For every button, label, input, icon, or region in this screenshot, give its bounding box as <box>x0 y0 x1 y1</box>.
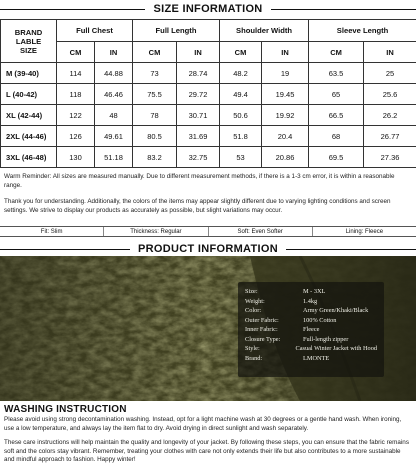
spec-value: Casual Winter Jacket with Hood <box>295 345 377 352</box>
size-info-header <box>0 1 416 17</box>
care-note-text: These care instructions will help maintain the quality and longevity of your jacket. By following these steps, you can ensure that the fabric remains soft and the colors stay vibrant. Remember, treating your clothes with care not only extends their life but also contributes to a more sustainable and mindful approach to fashion. Happy winter! <box>4 439 409 464</box>
product-info-header <box>0 243 416 255</box>
size-label: 2XL (44-46) <box>1 126 57 147</box>
spec-row-closure <box>245 335 377 345</box>
product-spec-box <box>238 282 384 377</box>
size-info-title: SIZE INFORMATION <box>153 3 263 15</box>
spec-lining: Lining: Fleece <box>345 228 384 235</box>
table-cell: 114 <box>57 63 95 84</box>
table-cell: 66.5 <box>309 105 364 126</box>
table-cell: 53 <box>220 147 262 168</box>
table-cell: 49.4 <box>220 84 262 105</box>
spec-row-size <box>245 287 377 297</box>
spec-bar <box>0 226 416 237</box>
color-disclaimer-text: Thank you for understanding. Additionally, the colors of the items may appear slightly different due to varying lighting conditions and screen settings. We strive to display our products as accurately as possible, but slight variations may occur. <box>4 198 391 214</box>
spec-row-color <box>245 306 377 316</box>
table-cell: 130 <box>57 147 95 168</box>
table-cell: 26.2 <box>364 105 416 126</box>
table-cell: 73 <box>133 63 177 84</box>
table-cell: 20.86 <box>262 147 309 168</box>
table-cell: 44.88 <box>95 63 133 84</box>
table-cell: 78 <box>133 105 177 126</box>
product-photo <box>0 256 416 401</box>
spec-row-weight <box>245 297 377 307</box>
table-cell: 32.75 <box>177 147 220 168</box>
unit-header: CM <box>309 42 364 63</box>
table-cell: 51.8 <box>220 126 262 147</box>
table-cell: 49.61 <box>95 126 133 147</box>
table-cell: 31.69 <box>177 126 220 147</box>
table-cell: 48.2 <box>220 63 262 84</box>
washing-instruction-section <box>4 416 412 465</box>
spec-key: Closure Type: <box>245 335 281 343</box>
table-cell: 65 <box>309 84 364 105</box>
table-cell: 25.6 <box>364 84 416 105</box>
table-cell: 28.74 <box>177 63 220 84</box>
table-cell: 75.5 <box>133 84 177 105</box>
spec-key: Color: <box>245 307 262 314</box>
table-cell: 69.5 <box>309 147 364 168</box>
spec-key: Style: <box>245 345 260 352</box>
table-row <box>1 84 416 105</box>
spec-row-brand <box>245 354 377 364</box>
table-cell: 68 <box>309 126 364 147</box>
spec-key: Weight: <box>245 297 265 305</box>
spec-value: Fleece <box>303 326 320 333</box>
table-cell: 63.5 <box>309 63 364 84</box>
table-cell: 29.72 <box>177 84 220 105</box>
group-header-full-length: Full Length <box>133 20 220 42</box>
spec-fit: Fit: Slim <box>0 227 104 236</box>
brand-header-line-2: LABLE <box>15 36 42 46</box>
table-cell: 46.46 <box>95 84 133 105</box>
title-rule-left <box>0 9 145 10</box>
washing-instruction-title: WASHING INSTRUCTION <box>4 404 127 415</box>
table-cell: 50.6 <box>220 105 262 126</box>
table-cell: 19.92 <box>262 105 309 126</box>
group-header-sleeve-length: Sleeve Length <box>309 20 416 42</box>
warm-reminder-text: Warm Reminder: All sizes are measured manually. Due to different measurement methods, if there is a 1-3 cm error, it is within a reasonable range. <box>4 173 395 189</box>
spec-row-inner-fabric <box>245 325 377 335</box>
group-header-shoulder-width: Shoulder Width <box>220 20 309 42</box>
spec-key: Brand: <box>245 354 263 362</box>
brand-header-line-3: SIZE <box>20 45 37 55</box>
unit-header: CM <box>57 42 95 63</box>
table-cell: 30.71 <box>177 105 220 126</box>
spec-key: Size: <box>245 288 258 295</box>
table-cell: 19.45 <box>262 84 309 105</box>
group-header-full-chest: Full Chest <box>57 20 133 42</box>
spec-value: 1.4kg <box>303 297 318 305</box>
table-cell: 80.5 <box>133 126 177 147</box>
table-row <box>1 105 416 126</box>
spec-value: Full-length zipper <box>303 335 349 343</box>
size-label: 3XL (46-48) <box>1 147 57 168</box>
table-cell: 19 <box>262 63 309 84</box>
spec-row-style <box>245 344 377 354</box>
size-label: XL (42-44) <box>1 105 57 126</box>
size-table <box>0 19 416 168</box>
table-cell: 126 <box>57 126 95 147</box>
unit-header: IN <box>364 42 416 63</box>
table-cell: 48 <box>95 105 133 126</box>
title-rule-right <box>286 249 416 250</box>
spec-row-outer-fabric <box>245 316 377 326</box>
size-label: L (40-42) <box>1 84 57 105</box>
title-rule-right <box>271 9 416 10</box>
brand-header-line-1: BRAND <box>14 27 43 37</box>
table-cell: 118 <box>57 84 95 105</box>
spec-softness: Soft: Even Softer <box>209 227 313 236</box>
brand-size-header <box>1 20 57 63</box>
table-cell: 26.77 <box>364 126 416 147</box>
spec-value: Army Green/Khaki/Black <box>303 307 369 314</box>
notes-section <box>4 173 412 215</box>
table-cell: 122 <box>57 105 95 126</box>
size-label: M (39-40) <box>1 63 57 84</box>
title-rule-left <box>0 249 130 250</box>
unit-header: IN <box>95 42 133 63</box>
unit-header: IN <box>262 42 309 63</box>
table-cell: 51.18 <box>95 147 133 168</box>
table-row <box>1 63 416 84</box>
table-cell: 20.4 <box>262 126 309 147</box>
spec-key: Outer Fabric: <box>245 316 279 324</box>
spec-key: Inner Fabric: <box>245 326 278 333</box>
product-info-title: PRODUCT INFORMATION <box>138 243 278 255</box>
unit-header: IN <box>177 42 220 63</box>
spec-thickness: Thickness: Regular <box>104 227 208 236</box>
table-row <box>1 147 416 168</box>
unit-header: CM <box>220 42 262 63</box>
spec-value: 100% Cotton <box>303 316 337 324</box>
unit-header: CM <box>133 42 177 63</box>
table-row <box>1 126 416 147</box>
table-cell: 83.2 <box>133 147 177 168</box>
spec-value: LMONTE <box>303 354 330 362</box>
table-cell: 27.36 <box>364 147 416 168</box>
spec-value: M - 3XL <box>303 288 326 295</box>
table-cell: 25 <box>364 63 416 84</box>
washing-instruction-text: Please avoid using strong decontamination washing. Instead, opt for a light machine wash at 30 degrees or a gentle hand wash. When ironing, use a low temperature, and always lay the item flat to dry. Avoid drying in direct sunlight and wash separately. <box>4 416 402 432</box>
